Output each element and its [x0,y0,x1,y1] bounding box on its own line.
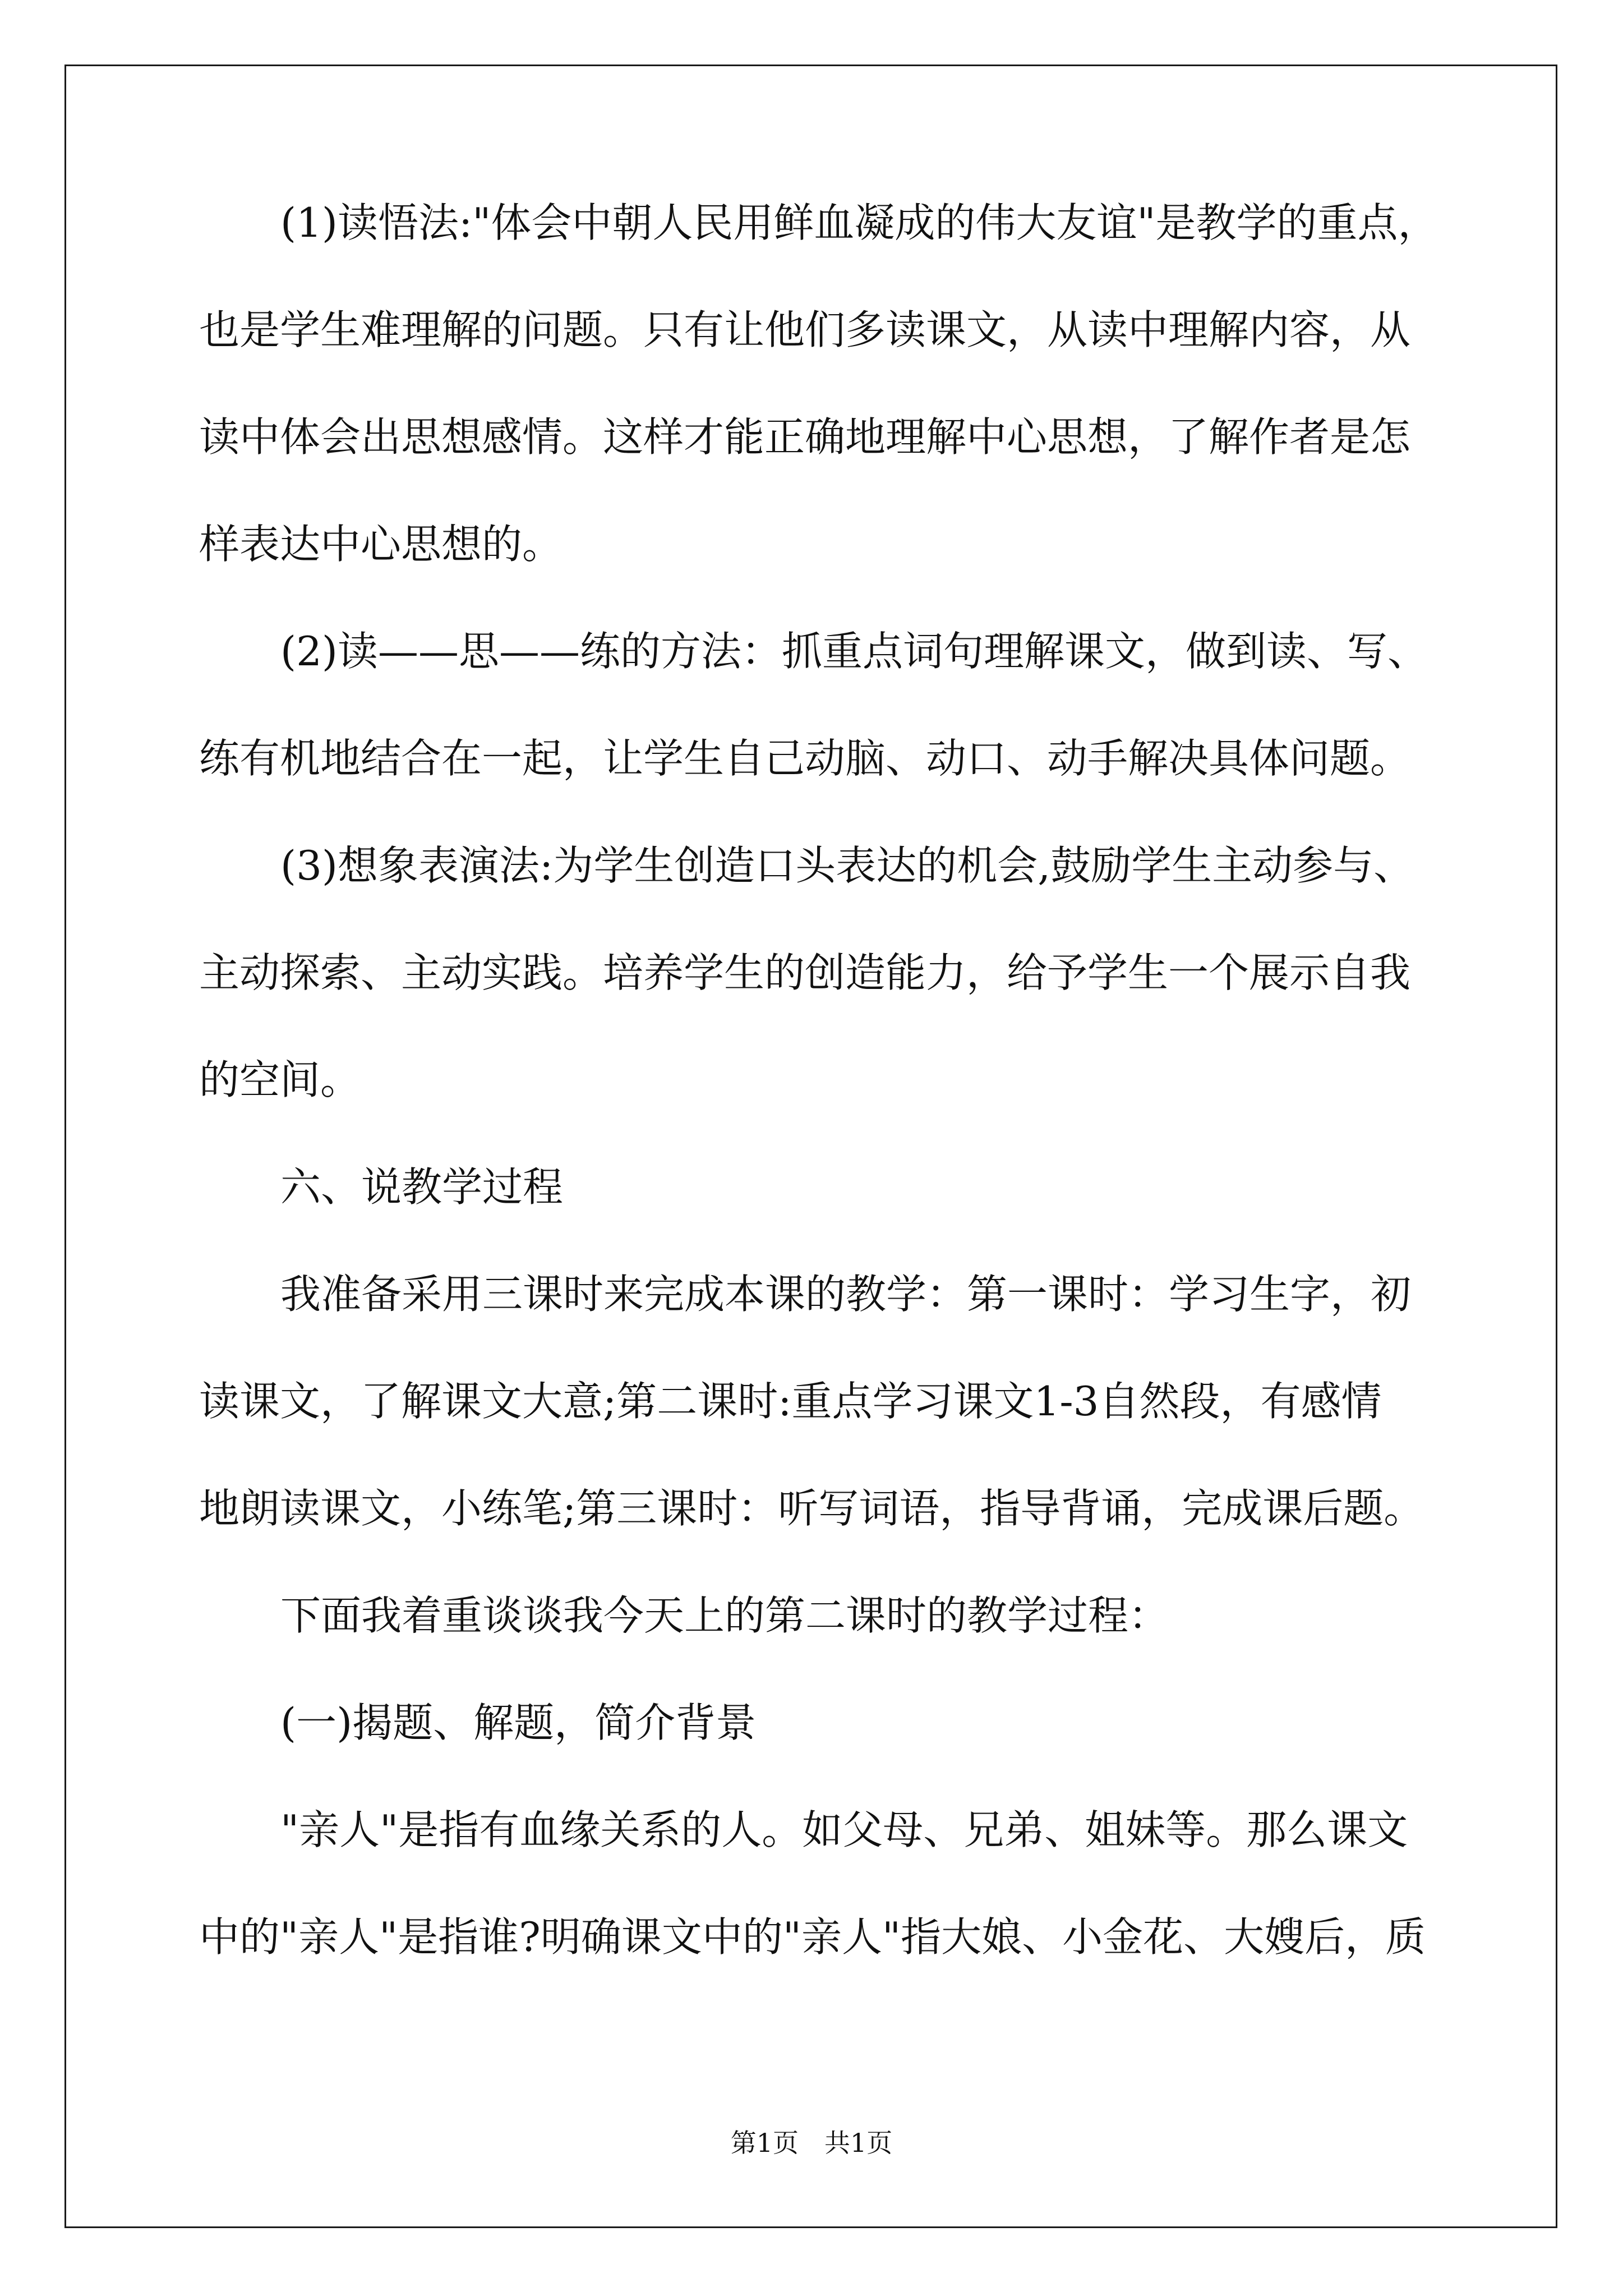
paragraph-line: (2)读——思——练的方法：抓重点词句理解课文，做到读、写、 [280,628,1428,675]
page-footer: 第1页 共1页 [730,2128,893,2158]
paragraph-line: 地朗读课文，小练笔;第三课时：听写词语，指导背诵，完成课后题。 [199,1485,1424,1532]
paragraph-line: 下面我着重谈谈我今天上的第二课时的教学过程： [280,1592,1169,1639]
paragraph-line: (1)读悟法:"体会中朝人民用鲜血凝成的伟大友谊"是教学的重点， [280,199,1438,246]
paragraph-line: "亲人"是指有血缘关系的人。如父母、兄弟、姐妹等。那么课文 [280,1806,1408,1853]
paragraph-line: (3)想象表演法:为学生创造口头表达的机会,鼓励学生主动参与、 [280,842,1414,889]
section-heading: 六、说教学过程 [280,1163,564,1211]
paragraph-line: 的空间。 [199,1056,361,1103]
paragraph-line: 练有机地结合在一起，让学生自己动脑、动口、动手解决具体问题。 [199,735,1411,782]
paragraph-line: 我准备采用三课时来完成本课的教学：第一课时：学习生字，初 [280,1271,1412,1318]
subsection-heading: (一)揭题、解题，简介背景 [280,1699,757,1746]
paragraph-line: 主动探索、主动实践。培养学生的创造能力，给予学生一个展示自我 [199,949,1411,996]
paragraph-line: 中的"亲人"是指谁?明确课文中的"亲人"指大娘、小金花、大嫂后，质 [199,1913,1426,1961]
document-body [199,196,1489,2018]
paragraph-line: 样表达中心思想的。 [199,521,563,568]
paragraph-line: 读课文，了解课文大意;第二课时:重点学习课文1-3自然段，有感情 [199,1378,1382,1425]
paragraph-line: 也是学生难理解的问题。只有让他们多读课文，从读中理解内容，从 [199,306,1411,353]
paragraph-line: 读中体会出思想感情。这样才能正确地理解中心思想，了解作者是怎 [199,413,1411,461]
